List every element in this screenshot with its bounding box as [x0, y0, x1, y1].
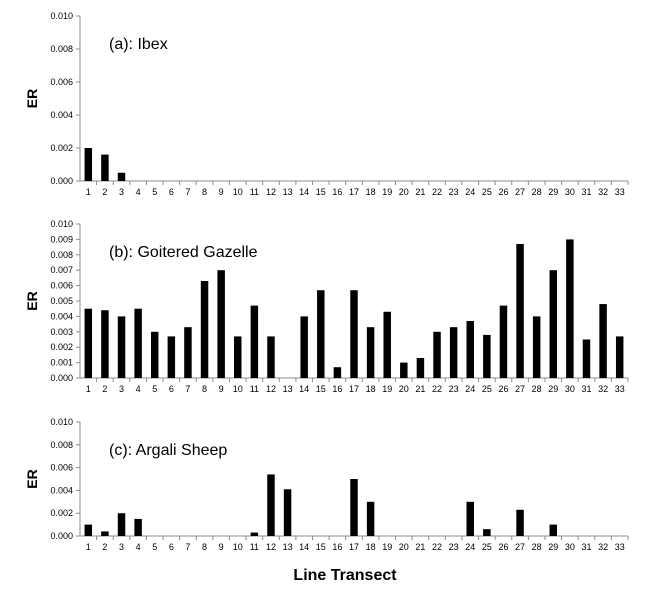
- x-tick-label: 27: [515, 187, 526, 197]
- x-tick-label: 12: [265, 542, 276, 552]
- x-tick-label: 27: [515, 542, 526, 552]
- x-tick-label: 31: [581, 384, 592, 394]
- bar: [118, 513, 125, 536]
- bar: [550, 270, 557, 378]
- bar: [417, 358, 424, 378]
- bar: [118, 316, 125, 378]
- x-tick-label: 16: [332, 542, 343, 552]
- x-tick-label: 12: [265, 384, 276, 394]
- x-tick-label: 15: [315, 542, 326, 552]
- bar: [267, 474, 274, 536]
- panel-2: [24, 417, 628, 552]
- x-tick-label: 6: [168, 187, 174, 197]
- y-axis-label: ER: [24, 291, 40, 311]
- x-tick-label: 26: [498, 187, 509, 197]
- y-tick-label: 0.004: [50, 485, 73, 496]
- x-tick-label: 3: [119, 542, 125, 552]
- bar: [533, 316, 540, 378]
- y-tick-label: 0.010: [50, 11, 73, 21]
- x-tick-label: 11: [249, 187, 260, 197]
- x-tick-label: 25: [481, 384, 492, 394]
- x-tick-label: 1: [85, 384, 91, 394]
- bar: [134, 519, 141, 536]
- x-tick-label: 2: [102, 187, 108, 197]
- y-tick-label: 0.000: [50, 176, 73, 186]
- x-tick-label: 26: [498, 384, 509, 394]
- x-tick-label: 4: [135, 187, 141, 197]
- y-tick-label: 0.008: [50, 44, 73, 54]
- y-tick-label: 0.000: [50, 531, 73, 541]
- x-tick-label: 5: [152, 187, 158, 197]
- x-tick-label: 24: [465, 384, 476, 394]
- x-tick-label: 28: [531, 187, 542, 197]
- x-tick-label: 10: [232, 384, 243, 394]
- bar: [101, 155, 108, 181]
- x-tick-label: 30: [564, 187, 575, 197]
- x-tick-label: 21: [415, 542, 426, 552]
- bar: [217, 270, 224, 378]
- y-axis-label: ER: [24, 88, 40, 109]
- x-tick-label: 9: [218, 384, 224, 394]
- bar: [168, 336, 175, 378]
- x-tick-label: 29: [548, 384, 559, 394]
- x-tick-label: 27: [515, 384, 526, 394]
- x-tick-label: 8: [202, 384, 208, 394]
- x-tick-label: 2: [102, 542, 108, 552]
- bar: [483, 529, 490, 536]
- x-tick-label: 32: [598, 542, 609, 552]
- x-tick-label: 3: [119, 187, 125, 197]
- x-tick-label: 23: [448, 384, 459, 394]
- x-tick-label: 10: [232, 187, 243, 197]
- bar: [134, 309, 141, 378]
- panel-1: [24, 219, 628, 394]
- x-tick-label: 14: [299, 187, 310, 197]
- x-tick-label: 18: [365, 384, 376, 394]
- y-axis-label: ER: [24, 469, 40, 489]
- x-tick-label: 11: [249, 384, 260, 394]
- x-tick-label: 32: [598, 384, 609, 394]
- panel-0: [24, 11, 628, 197]
- y-tick-label: 0.005: [50, 296, 73, 306]
- y-tick-label: 0.002: [50, 143, 73, 153]
- bar: [616, 336, 623, 378]
- y-tick-label: 0.008: [50, 249, 73, 260]
- x-tick-label: 13: [282, 187, 293, 197]
- x-tick-label: 23: [448, 542, 459, 552]
- x-tick-label: 33: [614, 187, 625, 197]
- y-tick-label: 0.010: [50, 417, 73, 427]
- x-tick-label: 24: [465, 542, 476, 552]
- panel-title: (b): Goitered Gazelle: [109, 244, 258, 261]
- bar: [400, 363, 407, 378]
- x-tick-label: 20: [398, 542, 409, 552]
- bar: [317, 290, 324, 378]
- x-tick-label: 26: [498, 542, 509, 552]
- x-tick-label: 14: [299, 542, 310, 552]
- x-tick-label: 25: [481, 542, 492, 552]
- bar: [367, 502, 374, 536]
- x-tick-label: 25: [481, 187, 492, 197]
- bar: [300, 316, 307, 378]
- bar: [566, 239, 573, 378]
- bar: [85, 525, 92, 536]
- x-tick-label: 11: [249, 542, 260, 552]
- x-tick-label: 5: [152, 384, 158, 394]
- y-tick-label: 0.000: [50, 373, 73, 383]
- bar: [267, 336, 274, 378]
- bar: [151, 332, 158, 378]
- x-tick-label: 10: [232, 542, 243, 552]
- x-tick-label: 31: [581, 187, 592, 197]
- x-tick-label: 4: [135, 542, 141, 552]
- x-tick-label: 32: [598, 187, 609, 197]
- x-tick-label: 14: [299, 384, 310, 394]
- bar: [334, 367, 341, 378]
- y-tick-label: 0.002: [50, 342, 73, 353]
- x-tick-label: 17: [348, 187, 360, 197]
- y-tick-label: 0.003: [50, 326, 73, 337]
- bar: [367, 327, 374, 378]
- y-tick-label: 0.002: [50, 508, 73, 519]
- y-tick-label: 0.008: [50, 439, 73, 450]
- bar: [550, 525, 557, 536]
- bar: [118, 173, 125, 181]
- x-tick-label: 4: [135, 384, 141, 394]
- y-tick-label: 0.006: [50, 77, 73, 87]
- x-tick-label: 5: [152, 542, 158, 552]
- y-tick-label: 0.006: [50, 462, 73, 473]
- bar: [201, 281, 208, 378]
- bar: [467, 321, 474, 378]
- x-tick-label: 6: [168, 542, 174, 552]
- x-tick-label: 16: [332, 384, 343, 394]
- bar: [234, 336, 241, 378]
- bar: [85, 148, 92, 181]
- x-tick-label: 16: [332, 187, 343, 197]
- bar: [467, 502, 474, 536]
- x-tick-label: 28: [531, 542, 542, 552]
- x-tick-label: 19: [382, 542, 393, 552]
- panel-title: (c): Argali Sheep: [109, 442, 228, 459]
- x-tick-label: 9: [218, 187, 224, 197]
- x-tick-label: 1: [85, 542, 91, 552]
- y-tick-label: 0.006: [50, 280, 73, 291]
- x-tick-label: 28: [531, 384, 542, 394]
- x-tick-label: 13: [282, 542, 293, 552]
- x-tick-label: 20: [398, 187, 409, 197]
- bar: [101, 310, 108, 378]
- bar: [583, 340, 590, 379]
- bar: [383, 312, 390, 378]
- bar: [350, 290, 357, 378]
- x-tick-label: 22: [432, 187, 443, 197]
- x-tick-label: 13: [282, 384, 293, 394]
- bar: [251, 533, 258, 536]
- x-tick-label: 33: [614, 542, 625, 552]
- y-tick-label: 0.007: [50, 265, 73, 276]
- x-tick-label: 18: [365, 187, 376, 197]
- x-tick-label: 6: [168, 384, 174, 394]
- y-tick-label: 0.010: [50, 219, 73, 229]
- y-tick-label: 0.004: [50, 110, 73, 120]
- x-tick-label: 12: [265, 187, 276, 197]
- x-tick-label: 2: [102, 384, 108, 394]
- x-tick-label: 23: [448, 187, 459, 197]
- x-tick-label: 3: [119, 384, 125, 394]
- x-tick-label: 8: [202, 542, 208, 552]
- bar: [284, 489, 291, 536]
- x-tick-label: 19: [382, 187, 393, 197]
- x-tick-label: 8: [202, 187, 208, 197]
- x-tick-label: 17: [348, 384, 360, 394]
- x-tick-label: 30: [564, 542, 575, 552]
- bar: [85, 309, 92, 378]
- x-tick-label: 31: [581, 542, 592, 552]
- x-tick-label: 24: [465, 187, 476, 197]
- x-tick-label: 29: [548, 187, 559, 197]
- bar: [516, 244, 523, 378]
- x-tick-label: 22: [432, 542, 443, 552]
- x-tick-label: 18: [365, 542, 376, 552]
- bar: [450, 327, 457, 378]
- x-tick-label: 7: [185, 542, 191, 552]
- x-tick-label: 9: [218, 542, 224, 552]
- x-tick-label: 33: [614, 384, 625, 394]
- y-tick-label: 0.001: [50, 357, 73, 368]
- bar: [101, 531, 108, 536]
- x-tick-label: 7: [185, 384, 191, 394]
- bar: [516, 510, 523, 536]
- bar: [500, 306, 507, 378]
- bar: [350, 479, 357, 536]
- bar: [599, 304, 606, 378]
- bar: [433, 332, 440, 378]
- y-tick-label: 0.009: [50, 234, 73, 245]
- x-tick-label: 22: [432, 384, 443, 394]
- x-tick-label: 29: [548, 542, 559, 552]
- bar: [184, 327, 191, 378]
- x-tick-label: 21: [415, 384, 426, 394]
- x-tick-label: 1: [85, 187, 91, 197]
- x-tick-label: 7: [185, 187, 191, 197]
- bar: [483, 335, 490, 378]
- y-tick-label: 0.004: [50, 311, 73, 322]
- x-tick-label: 21: [415, 187, 426, 197]
- x-tick-label: 17: [348, 542, 360, 552]
- x-axis-label: Line Transect: [293, 567, 397, 584]
- x-tick-label: 15: [315, 384, 326, 394]
- bar: [251, 306, 258, 378]
- x-tick-label: 15: [315, 187, 326, 197]
- x-tick-label: 20: [398, 384, 409, 394]
- x-tick-label: 30: [564, 384, 575, 394]
- x-tick-label: 19: [382, 384, 393, 394]
- panel-title: (a): Ibex: [109, 36, 168, 53]
